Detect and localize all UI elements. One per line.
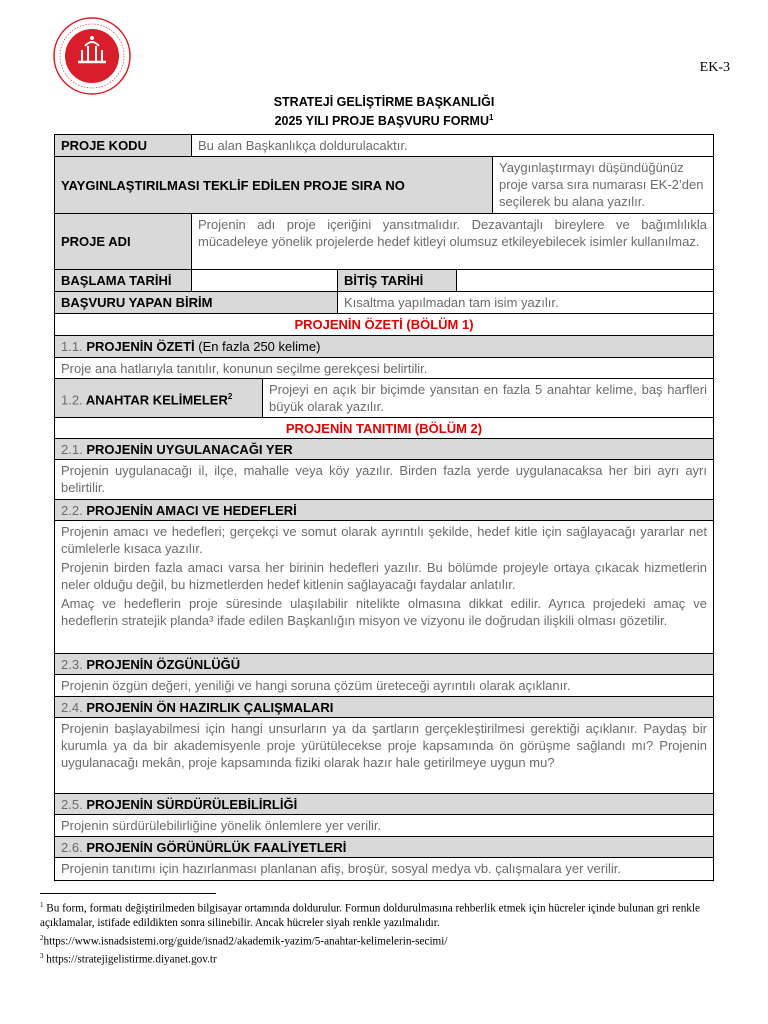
s1-2-field[interactable]: Projeyi en açık bir biçimde yansıtan en fazla 5 anahtar kelime, baş harfleri büyük olarak yazılır. <box>262 379 713 417</box>
s2-2-paragraph-3: Amaç ve hedeflerin proje süresinde ulaşılabilir nitelikte olmasına dikkat edilir. Ayrıca projedeki amaç ve hedeflerin stratejik planda³ ifade edilen Başkanlığın misyon ve vizyonu ile doğrudan ilişkili olması gözetilir. <box>61 596 707 628</box>
birim-label: BAŞVURU YAPAN BİRİM <box>55 292 337 313</box>
footnote-3-link[interactable]: https://stratejigelistirme.diyanet.gov.tr <box>43 953 217 966</box>
proje-adi-label: PROJE ADI <box>55 214 191 269</box>
row-s1-1-body <box>55 357 713 378</box>
s2-1-field[interactable]: Projenin uygulanacağı il, ilçe, mahalle veya köy yazılır. Birden fazla yerde uygulanacaksa her biri ayrı ayrı belirtilir. <box>61 463 707 495</box>
row-s2-3-head <box>55 653 713 674</box>
row-section2 <box>55 417 713 438</box>
row-s1-2 <box>55 378 713 417</box>
document-title-line2: 2025 YILI PROJE BAŞVURU FORMU$^1$ <box>274 113 494 129</box>
row-s2-2-head <box>55 499 713 520</box>
row-proje-kodu <box>55 135 713 156</box>
s2-6-field[interactable]: Projenin tanıtımı için hazırlanması planlanan afiş, broşür, sosyal medya vb. çalışmalara yer verilir. <box>61 861 621 876</box>
s2-3-field[interactable]: Projenin özgün değeri, yeniliği ve hangi soruna çözüm üreteceği ayrıntılı olarak açıklanır. <box>61 678 571 693</box>
s2-1-heading: 2.1. PROJENİN UYGULANACAĞI YER <box>61 442 293 457</box>
sira-no-field[interactable]: Yaygınlaştırmayı düşündüğünüz proje varsa sıra numarası EK-2’den seçilerek bu alana yazılır. <box>492 157 713 213</box>
section2-heading: PROJENİN TANITIMI (BÖLÜM 2) <box>285 421 483 436</box>
row-birim <box>55 291 713 313</box>
s1-2-heading: 1.2. ANAHTAR KELİMELER$^2$ <box>55 379 262 417</box>
row-s2-2-body <box>55 520 713 653</box>
s2-6-heading: 2.6. PROJENİN GÖRÜNÜRLÜK FAALİYETLERİ <box>61 840 347 855</box>
row-s2-5-head <box>55 793 713 814</box>
row-sira-no <box>55 156 713 213</box>
row-tarihler <box>55 269 713 291</box>
row-s1-1-head <box>55 335 713 357</box>
row-s2-1-body <box>55 459 713 499</box>
baslama-tarihi-field[interactable] <box>191 270 337 291</box>
s2-5-heading: 2.5. PROJENİN SÜRDÜRÜLEBİLİRLİĞİ <box>61 797 298 812</box>
row-s2-6-head <box>55 836 713 857</box>
footnote-1: $^1$ Bu form, formatı değiştirilmeden bilgisayar ortamında doldurulur. Formun doldurulmasına rehberlik etmek için hücreler içinde bulunan gri renkle açıklamalar, istifade edildikten sonra silinebilir. Ancak hücreler siyah renkle yazılmalıdır. <box>40 901 700 930</box>
proje-adi-field[interactable]: Projenin adı proje içeriğini yansıtmalıdır. Dezavantajlı bireylere ve bağımlılıkla mücadeleye yönelik projelerde hedef kitleyi olumsuz etkileyebilecek isimler kullanılmaz. <box>191 214 713 269</box>
row-s2-5-body <box>55 814 713 836</box>
annex-label: EK-3 <box>699 60 730 75</box>
row-section1 <box>55 313 713 335</box>
proje-kodu-field[interactable]: Bu alan Başkanlıkça doldurulacaktır. <box>191 135 713 156</box>
row-s2-3-body <box>55 674 713 696</box>
s1-1-heading: 1.1. PROJENİN ÖZETİ (En fazla 250 kelime) <box>61 339 321 354</box>
bitis-tarihi-field[interactable] <box>456 270 713 291</box>
s2-2-paragraph-1: Projenin amacı ve hedefleri; gerçekçi ve somut olarak ayrıntılı şekilde, hedef kitle için sağlayacağı yararlar net cümlelerle kısaca yazılır. <box>61 524 707 556</box>
s2-3-heading: 2.3. PROJENİN ÖZGÜNLÜĞÜ <box>61 657 241 672</box>
bitis-tarihi-label: BİTİŞ TARİHİ <box>337 270 456 291</box>
section1-heading: PROJENİN ÖZETİ (BÖLÜM 1) <box>294 317 474 332</box>
footnote-2: $^2$https://www.isnadsistemi.org/guide/isnad2/akademik-yazim/5-anahtar-kelimelerin-secimi/ <box>40 933 448 948</box>
baslama-tarihi-label: BAŞLAMA TARİHİ <box>55 270 191 291</box>
birim-field[interactable]: Kısaltma yapılmadan tam isim yazılır. <box>337 292 713 313</box>
sira-no-label: YAYGINLAŞTIRILMASI TEKLİF EDİLEN PROJE SIRA NO <box>55 157 492 213</box>
s1-1-field[interactable]: Proje ana hatlarıyla tanıtılır, konunun seçilme gerekçesi belirtilir. <box>61 361 428 376</box>
diyanet-seal-icon <box>52 16 132 96</box>
row-s2-4-body <box>55 717 713 793</box>
footnote-divider <box>40 893 216 894</box>
row-proje-adi <box>55 213 713 269</box>
application-form <box>54 134 714 881</box>
row-s2-6-body <box>55 857 713 880</box>
s2-4-heading: 2.4. PROJENİN ÖN HAZIRLIK ÇALIŞMALARI <box>61 700 334 715</box>
title-footnote-mark: 1 <box>488 113 494 122</box>
s2-5-field[interactable]: Projenin sürdürülebilirliğine yönelik önlemlere yer verilir. <box>61 818 382 833</box>
footnotes <box>40 898 720 967</box>
row-s2-1-head <box>55 438 713 459</box>
proje-kodu-label: PROJE KODU <box>55 135 191 156</box>
footnote-3: $^3$ https://stratejigelistirme.diyanet.gov.tr <box>40 951 217 966</box>
s2-4-field[interactable]: Projenin başlayabilmesi için hangi unsurların ya da şartların gerçekleştirilmesi gerektiği açıklanır. Paydaş bir kurumla ya da bir akademisyenle proje yürütülecekse proje kapsamında ön görüşme sağlandı mı? Projenin uygulanacağı mekân, proje kapsamında fiziki olarak hazır hale getirilmeye uygun mu? <box>61 721 707 770</box>
footnote-2-link[interactable]: https://www.isnadsistemi.org/guide/isnad2/akademik-yazim/5-anahtar-kelimelerin-secimi/ <box>43 935 448 948</box>
s2-2-heading: 2.2. PROJENİN AMACI VE HEDEFLERİ <box>61 503 297 518</box>
s2-2-field[interactable] <box>55 521 713 653</box>
document-title-line1: STRATEJİ GELİŞTİRME BAŞKANLIĞI <box>273 95 495 109</box>
s2-2-paragraph-2: Projenin birden fazla amacı varsa her birinin hedefleri yazılır. Bu bölümde projeyle ortaya çıkacak hizmetlerin neler olduğu değil, bu hizmetlerden hedef kitlenin sağlayacağı faydalar anlatılır. <box>61 560 707 592</box>
row-s2-4-head <box>55 696 713 717</box>
